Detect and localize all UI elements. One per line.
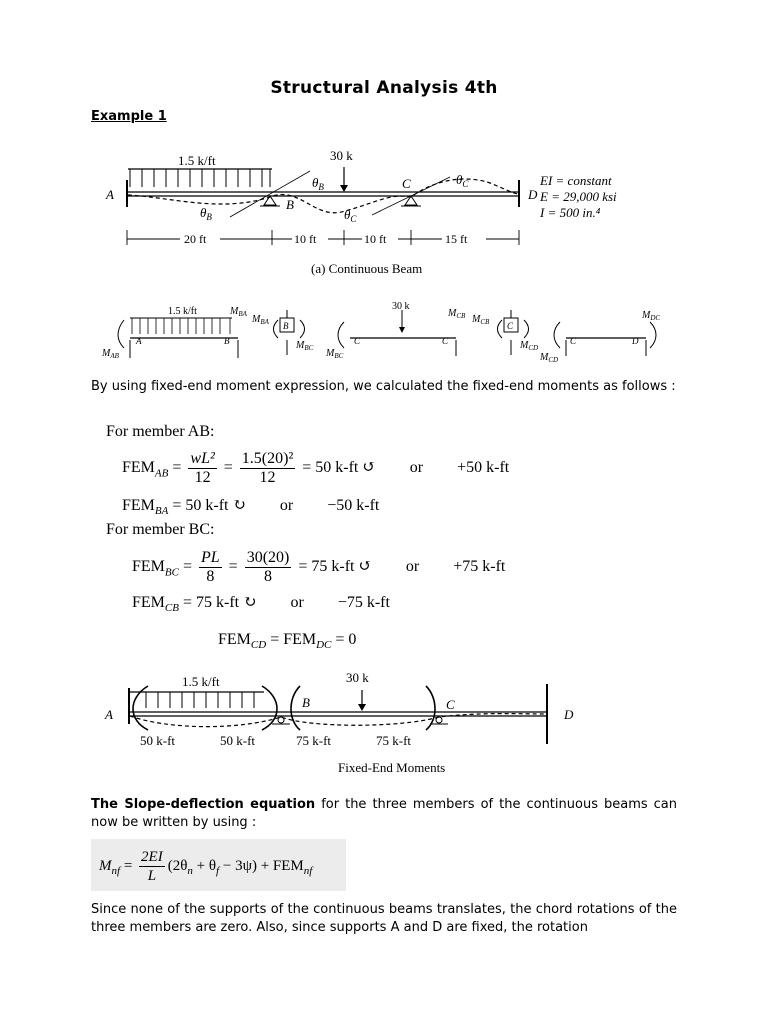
label-d: D — [528, 187, 538, 202]
fem-cd-dc-equation: $FEM_{CD} = FEM_{DC} = 0$ — [218, 631, 357, 652]
fbd-label-c2: C — [507, 321, 514, 331]
page-title: Structural Analysis 4th — [270, 78, 498, 98]
fbd-label-b3: C — [354, 336, 361, 346]
fem-moment-bc: 75 k-ft — [296, 733, 332, 748]
moment-cb-joint: $M_{CB}$ — [472, 314, 490, 326]
moment-cb: $M_{CB}$ — [448, 308, 466, 320]
slope-deflection-paragraph: The Slope-deflection equation for the three members of the continuous beams can now be written by using : — [91, 797, 678, 830]
moment-cd: $M_{CD}$ — [540, 352, 559, 364]
fem-cb-equation: $FEM_{CB} = 75$ k-ft ↻ or −75 k-ft — [132, 594, 390, 615]
intro-paragraph: By using fixed-end moment expression, we calculated the fixed-end moments as follows : — [91, 379, 676, 394]
fem-label-a: A — [105, 707, 113, 722]
continuous-beam-figure — [100, 145, 680, 280]
fbd-point-load: 30 k — [392, 301, 410, 312]
theta-b-upper: $\theta_B$ — [312, 175, 324, 192]
moment-ba: $M_{BA}$ — [230, 306, 247, 318]
fem-udl-label: 1.5 k/ft — [182, 674, 220, 689]
fem-label-d: D — [564, 707, 574, 722]
prop-i: I = 500 in.⁴ — [540, 205, 601, 220]
figure-a-caption: (a) Continuous Beam — [311, 261, 423, 276]
chord-rotation-paragraph: Since none of the supports of the continuous beams translates, the chord rotations of the three members are zero. Also, since supports A and D are fixed, the rotation — [91, 902, 677, 935]
fem-moment-cb: 75 k-ft — [376, 733, 412, 748]
fbd-label-a: A — [136, 336, 142, 346]
fem-ab-equation: $FEM_{AB}$ = $\frac{\text{wL²}}{12}$ = $\frac{\text{1.5(20)²}}{12}$ = 50 k-ft ↺ or +50 k-ft — [122, 450, 510, 486]
fem-point-load-label: 30 k — [346, 670, 369, 685]
free-body-diagram — [100, 300, 680, 365]
moment-bc: $M_{BC}$ — [326, 348, 344, 360]
dim-b-load: 10 ft — [294, 232, 317, 246]
fem-label-b: B — [302, 695, 310, 710]
label-c: C — [402, 176, 411, 191]
fem-bc-equation: $FEM_{BC}$ = $\frac{PL}{8}$ = $\frac{30(20)}{8}$ = 75 k-ft ↺ or +75 k-ft — [132, 549, 506, 585]
moment-ab: $M_{AB}$ — [102, 348, 119, 360]
prop-e: E = 29,000 ksi — [540, 189, 617, 204]
fbd-label-c3: C — [570, 336, 577, 346]
udl-label: 1.5 k/ft — [178, 153, 216, 168]
udl-arrows — [130, 169, 270, 187]
fbd-label-d: D — [632, 336, 639, 346]
label-b: B — [286, 197, 294, 212]
fbd-label-b2: B — [283, 321, 289, 331]
theta-c-lower: $\theta_C$ — [344, 207, 357, 224]
label-a: A — [106, 187, 114, 202]
dim-cd: 15 ft — [445, 232, 468, 246]
slope-deflection-equation: $M_{nf}$ = $\frac{2EI}{L}$ $(2\theta_n + \theta_f - 3\psi) + FEM_{nf}$ — [91, 839, 346, 891]
dim-ab: 20 ft — [184, 232, 207, 246]
moment-ba-joint: $M_{BA}$ — [252, 314, 269, 326]
fbd-label-c1: C — [442, 336, 449, 346]
moment-cd-joint: $M_{CD}$ — [520, 340, 539, 352]
example-heading: Example 1 — [91, 109, 167, 124]
fem-moment-ba: 50 k-ft — [220, 733, 256, 748]
fem-ba-equation: $FEM_{BA} = 50$ k-ft ↻ or −50 k-ft — [122, 497, 380, 518]
fbd-label-b1: B — [224, 336, 230, 346]
theta-b-lower: $\theta_B$ — [200, 205, 212, 222]
fem-figure-caption: Fixed-End Moments — [338, 760, 446, 775]
point-load-label: 30 k — [330, 148, 353, 163]
theta-c-upper: $\theta_C$ — [456, 172, 469, 189]
member-ab-label: For member AB: — [106, 423, 215, 440]
prop-ei: EI = constant — [540, 173, 612, 188]
moment-bc-joint: $M_{BC}$ — [296, 340, 314, 352]
fem-label-c: C — [446, 697, 455, 712]
fbd-udl: 1.5 k/ft — [168, 306, 197, 317]
moment-dc: $M_{DC}$ — [642, 310, 661, 322]
dim-load-c: 10 ft — [364, 232, 387, 246]
fem-moment-ab: 50 k-ft — [140, 733, 176, 748]
member-bc-label: For member BC: — [106, 521, 215, 538]
fixed-end-moments-figure — [100, 668, 680, 778]
